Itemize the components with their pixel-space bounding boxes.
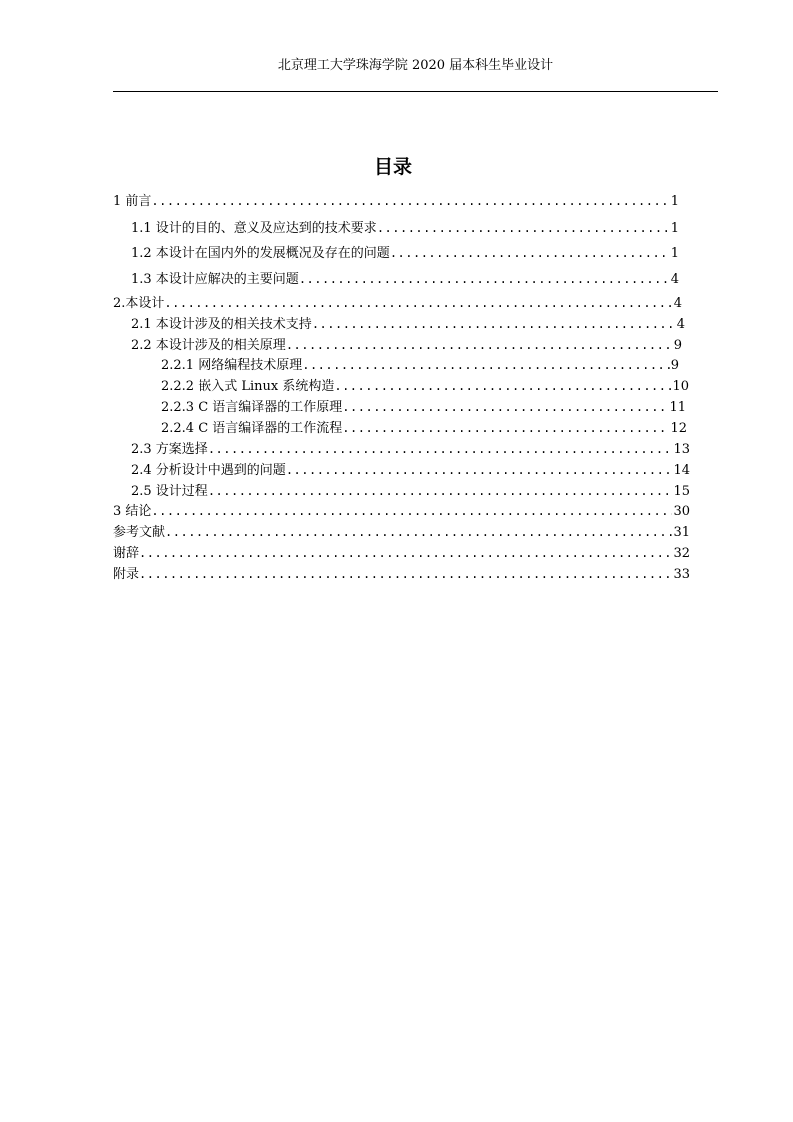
toc-entry-page: 4 [670, 272, 679, 287]
toc-entry-2-2-3[interactable] [161, 399, 686, 416]
toc-leader-dots [208, 441, 673, 458]
toc-entry-page: 14 [673, 463, 690, 478]
toc-entry-text: 1.3 本设计应解决的主要问题 [131, 272, 299, 287]
toc-leader-dots [286, 462, 673, 479]
toc-entry-references[interactable] [113, 524, 690, 541]
toc-entry-1-2[interactable] [131, 245, 679, 262]
toc-entry-page: 15 [673, 484, 690, 499]
toc-entry-appendix[interactable] [113, 566, 690, 583]
toc-leader-dots [164, 295, 672, 312]
toc-leader-dots [139, 566, 672, 583]
toc-leader-dots [208, 483, 673, 500]
toc-title: 目录 [373, 156, 412, 178]
toc-entry-2-2-2[interactable] [161, 378, 689, 395]
toc-leader-dots [151, 193, 669, 210]
toc-entry-page: 9 [673, 338, 682, 353]
toc-leader-dots [302, 357, 670, 374]
toc-entry-text: 3 结论 [113, 504, 152, 519]
page-header: 北京理工大学珠海学院 2020 届本科生毕业设计 [277, 58, 554, 73]
toc-leader-dots [299, 271, 670, 288]
toc-entry-2-1[interactable] [131, 316, 685, 333]
toc-entry-text: 2.4 分析设计中遇到的问题 [131, 463, 286, 478]
toc-entry-page: 4 [673, 296, 682, 311]
toc-leader-dots [139, 545, 672, 562]
toc-entry-1-1[interactable] [131, 220, 679, 237]
toc-leader-dots [342, 399, 668, 416]
toc-entry-page: 32 [673, 546, 690, 561]
toc-leader-dots [312, 316, 676, 333]
toc-entry-text: 2.2.1 网络编程技术原理 [161, 358, 303, 373]
toc-leader-dots [342, 420, 669, 437]
toc-entry-text: 1.1 设计的目的、意义及应达到的技术要求 [131, 221, 377, 236]
toc-entry-2-2-1[interactable] [161, 357, 679, 374]
toc-entry-page: 9 [670, 358, 679, 373]
toc-entry-page: 1 [670, 194, 679, 209]
toc-entry-text: 2.3 方案选择 [131, 442, 208, 457]
toc-leader-dots [377, 220, 670, 237]
toc-entry-page: 31 [673, 525, 690, 540]
toc-entry-page: 30 [673, 504, 690, 519]
header-rule [113, 91, 718, 92]
toc-entry-text: 谢辞 [113, 546, 140, 561]
toc-entry-text: 2.2.2 嵌入式 Linux 系统构造 [161, 379, 335, 394]
toc-entry-text: 参考文献 [113, 525, 166, 540]
toc-leader-dots [151, 503, 672, 520]
toc-entry-page: 13 [673, 442, 690, 457]
toc-leader-dots [390, 245, 670, 262]
toc-entry-1[interactable] [113, 193, 679, 210]
toc-entry-2-4[interactable] [131, 462, 690, 479]
toc-entry-text: 2.2.3 C 语言编译器的工作原理 [161, 400, 343, 415]
toc-entry-page: 11 [669, 400, 686, 415]
toc-entry-text: 2.2.4 C 语言编译器的工作流程 [161, 421, 343, 436]
toc-entry-page: 33 [673, 567, 690, 582]
toc-entry-page: 1 [670, 221, 679, 236]
toc-leader-dots [334, 378, 671, 395]
toc-entry-1-3[interactable] [131, 271, 679, 288]
toc-entry-3[interactable] [113, 503, 690, 520]
toc-entry-2-3[interactable] [131, 441, 690, 458]
toc-entry-page: 4 [676, 317, 685, 332]
toc-entry-page: 10 [672, 379, 689, 394]
toc-entry-text: 2.本设计 [113, 296, 165, 311]
toc-entry-2-2-4[interactable] [161, 420, 687, 437]
toc-entry-text: 2.2 本设计涉及的相关原理 [131, 338, 286, 353]
toc-entry-text: 1.2 本设计在国内外的发展概况及存在的问题 [131, 246, 390, 261]
toc-entry-page: 1 [670, 246, 679, 261]
toc-entry-text: 1 前言 [113, 194, 152, 209]
toc-entry-2-5[interactable] [131, 483, 690, 500]
toc-entry-2-2[interactable] [131, 337, 682, 354]
toc-leader-dots [286, 337, 673, 354]
toc-entry-page: 12 [670, 421, 687, 436]
toc-entry-text: 2.5 设计过程 [131, 484, 208, 499]
toc-entry-acknowledgements[interactable] [113, 545, 690, 562]
toc-entry-text: 附录 [113, 567, 140, 582]
toc-entry-2[interactable] [113, 295, 682, 312]
toc-entry-text: 2.1 本设计涉及的相关技术支持 [131, 317, 312, 332]
toc-leader-dots [165, 524, 672, 541]
